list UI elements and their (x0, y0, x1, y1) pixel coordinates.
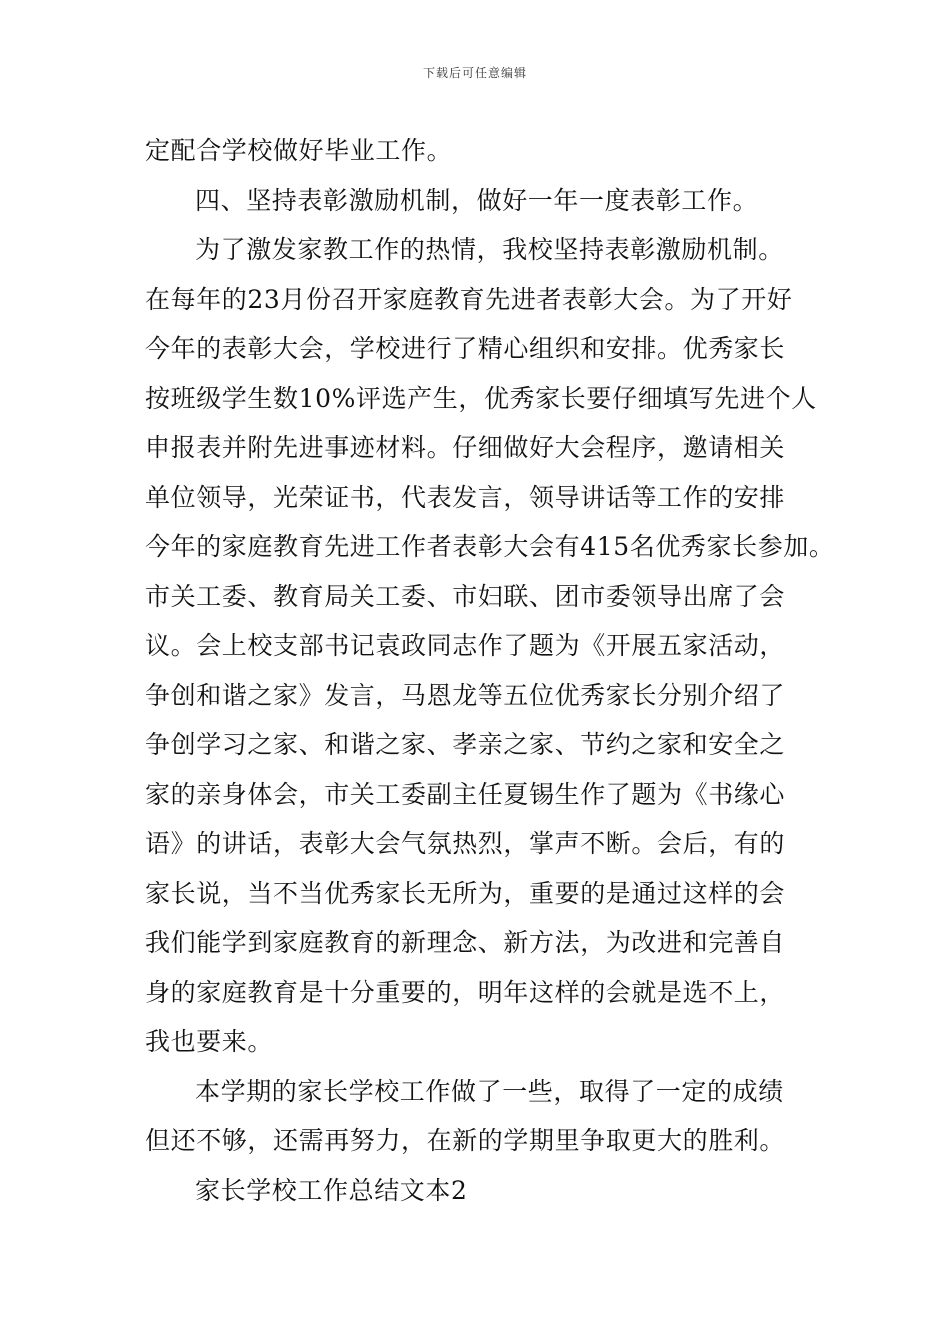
text-line: 四、坚持表彰激励机制，做好一年一度表彰工作。 (195, 185, 759, 215)
text-line: 争创和谐之家》发言，马恩龙等五位优秀家长分别介绍了 (145, 680, 786, 710)
download-edit-note: 下载后可任意编辑 (422, 66, 527, 80)
text-line: 争创学习之家、和谐之家、孝亲之家、节约之家和安全之 (145, 730, 786, 759)
text-line: 身的家庭教育是十分重要的，明年这样的会就是选不上， (145, 977, 786, 1007)
text-line: 家的亲身体会，市关工委副主任夏锡生作了题为《书缘心 (145, 779, 786, 809)
text-line: 本学期的家长学校工作做了一些，取得了一定的成绩 (195, 1076, 784, 1106)
text-line: 今年的表彰大会，学校进行了精心组织和安排。优秀家长 (145, 334, 786, 363)
text-line: 今年的家庭教育先进工作者表彰大会有415名优秀家长参加。 (145, 532, 835, 561)
text-line: 申报表并附先进事迹材料。仔细做好大会程序，邀请相关 (145, 433, 786, 462)
text-line: 为了激发家教工作的热情，我校坚持表彰激励机制。 (195, 235, 784, 264)
document-body (145, 126, 845, 1215)
text-line: 家长说，当不当优秀家长无所为，重要的是通过这样的会 (145, 878, 786, 908)
text-line: 定配合学校做好毕业工作。 (145, 136, 453, 165)
text-line: 市关工委、教育局关工委、市妇联、团市委领导出席了会 (145, 581, 786, 611)
text-line: 在每年的23月份召开家庭教育先进者表彰大会。为了开好 (145, 284, 793, 314)
text-line: 但还不够，还需再努力，在新的学期里争取更大的胜利。 (145, 1126, 786, 1155)
text-line: 议。会上校支部书记袁政同志作了题为《开展五家活动， (145, 631, 786, 660)
text-line: 单位领导，光荣证书，代表发言，领导讲话等工作的安排 (145, 482, 786, 512)
text-line: 按班级学生数10%评选产生，优秀家长要仔细填写先进个人 (145, 383, 817, 413)
text-line: 语》的讲话，表彰大会气氛热烈，掌声不断。会后，有的 (145, 829, 786, 858)
text-line: 我们能学到家庭教育的新理念、新方法，为改进和完善自 (145, 928, 786, 957)
text-line: 我也要来。 (145, 1027, 274, 1056)
text-line: 家长学校工作总结文本2 (195, 1175, 468, 1205)
